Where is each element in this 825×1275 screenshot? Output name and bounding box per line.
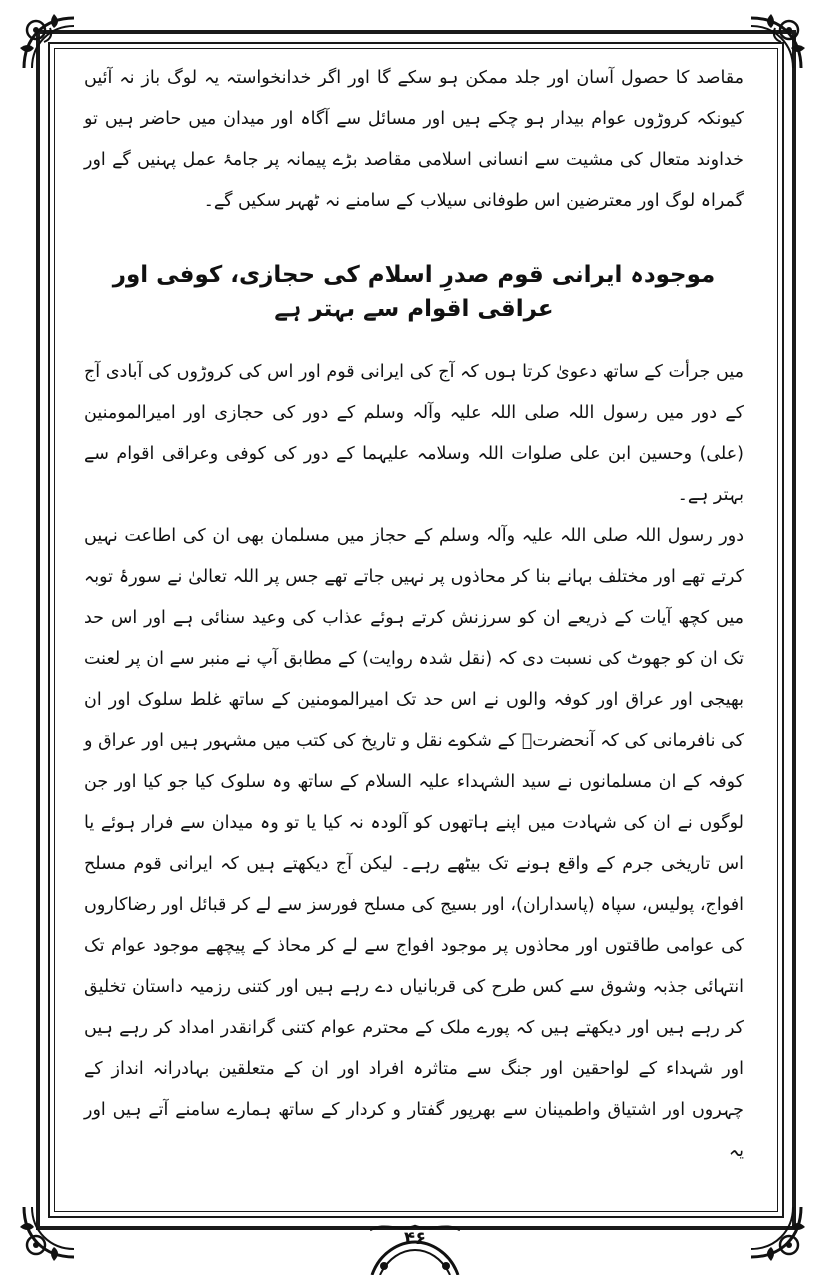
page-body (84, 58, 744, 1172)
paragraph-intro: مقاصد کا حصول آسان اور جلد ممکن ہو سکے گا اور اگر خدانخواستہ یہ لوگ باز نہ آئیں کیونکہ کروڑوں عوام بیدار ہو چکے ہیں اور مسائل سے آگاہ اور میدان میں حاضر ہیں تو خداوند متعال کی مشیت سے انسانی اسلامی مقاصد بڑے پیمانہ پر جامۂ عمل پہنیں گے اور گمراہ لوگ اور معترضین اس طوفانی سیلاب کے سامنے نہ ٹھہر سکیں گے۔ (84, 68, 744, 211)
paragraph-history: دور رسول اللہ صلی اللہ علیہ وآلہ وسلم کے حجاز میں مسلمان بھی ان کی اطاعت نہیں کرتے تھے اور مختلف بہانے بنا کر محاذوں پر نہیں جاتے تھے جس پر اللہ تعالیٰ نے سورۂ توبہ میں کچھ آیات کے ذریعے ان کو سرزنش کرتے ہوئے عذاب کی وعید سنائی ہے اور اس حد تک ان کو جھوٹ کی نسبت دی کہ (نقل شدہ روایت) کے مطابق آپ نے منبر سے ان پر لعنت بھیجی اور عراق اور کوفہ والوں نے اس حد تک امیرالمومنین کے ساتھ غلط سلوک اور ان کی نافرمانی کی کہ آنحضرتؑ کے شکوے نقل و تاریخ کی کتب میں مشہور ہیں اور عراق و کوفہ کے ان مسلمانوں نے سید الشہداء علیہ السلام کے ساتھ وہ سلوک کیا جو کیا اور جن لوگوں نے ان کی شہادت میں اپنے ہاتھوں کو آلودہ نہ کیا یا تو وہ میدان سے فرار ہوئے یا اس تاریخی جرم کے واقع ہونے تک بیٹھے رہے۔ لیکن آج دیکھتے ہیں کہ ایرانی قوم مسلح افواج، پولیس، سپاہ (پاسداران)، اور بسیج کی مسلح فورسز سے لے کر قبائل اور رضاکاروں کی عوامی طاقتوں اور محاذوں پر موجود افواج سے لے کر محاذ کے پیچھے موجود عوام تک انتہائی جذبہ وشوق سے کس طرح کی قربانیاں دے رہے ہیں اور کتنی رزمیہ داستان تخلیق کر رہے ہیں اور دیکھتے ہیں کہ پورے ملک کے محترم عوام کتنی گرانقدر امداد کر رہے ہیں اور شہداء کے لواحقین اور جنگ سے متاثرہ افراد اور ان کے متعلقین بہادرانہ انداز کے چہروں اور اشتیاق واطمینان سے بھرپور گفتار و کردار کے ساتھ ہمارے سامنے آتے ہیں اور یہ (84, 526, 744, 1161)
corner-ornament-top-left (14, 8, 84, 78)
corner-ornament-top-right (741, 8, 811, 78)
section-heading: موجودہ ایرانی قوم صدرِ اسلام کی حجازی، کوفی اور عراقی اقوام سے بہتر ہے (112, 262, 716, 322)
corner-ornament-bottom-right (741, 1197, 811, 1267)
page-number: ۴۶ (404, 1228, 426, 1249)
page-number-ornament (370, 1222, 460, 1275)
paragraph-claim: میں جرأت کے ساتھ دعویٰ کرتا ہوں کہ آج کی ایرانی قوم اور اس کی کروڑوں کی آبادی آج کے دور میں رسول اللہ صلی اللہ علیہ وآلہ وسلم کے دور کی حجازی اور امیرالمومنین (علی) وحسین ابن علی صلوات اللہ وسلامہ علیہما کے دور کی کوفی وعراقی اقوام سے بہتر ہے۔ (84, 362, 744, 505)
corner-ornament-bottom-left (14, 1197, 84, 1267)
